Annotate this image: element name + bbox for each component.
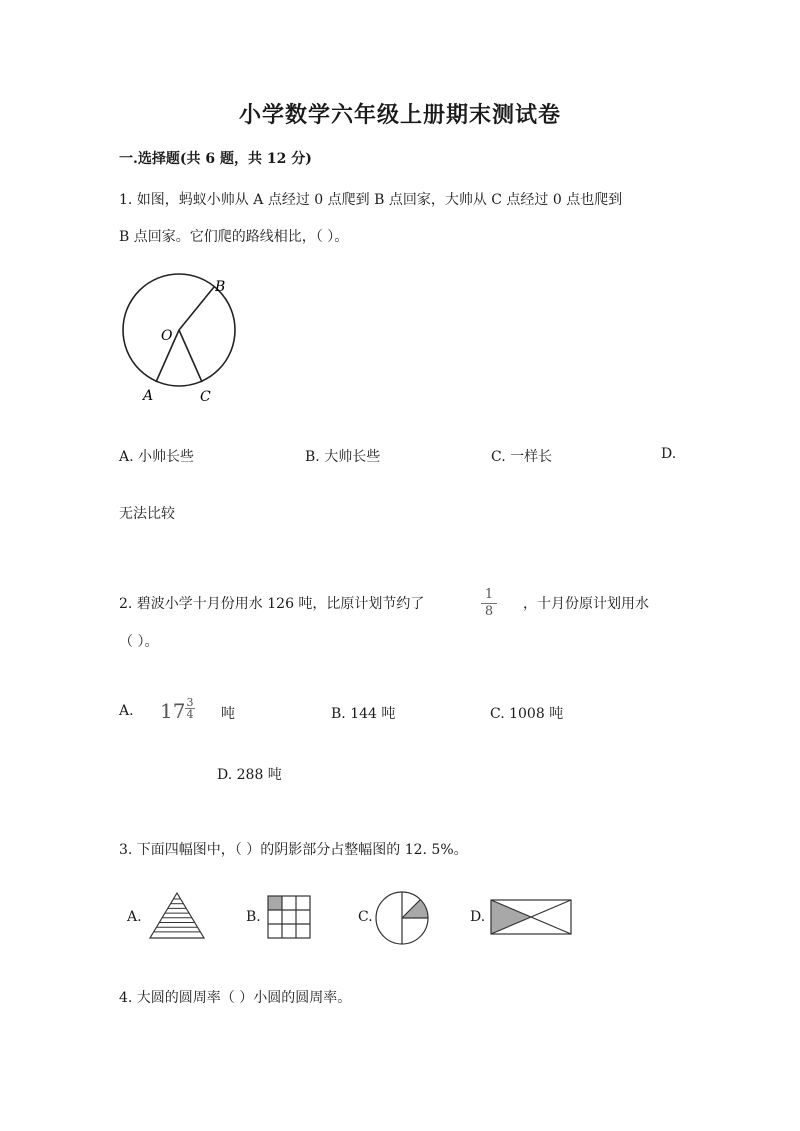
q1-option-c[interactable]: C. 一样长 bbox=[491, 449, 553, 465]
mixed-fraction bbox=[185, 697, 195, 720]
label-b: B bbox=[215, 279, 226, 295]
mixed-numerator: 3 bbox=[186, 696, 194, 709]
pie-shaded-sector bbox=[402, 900, 428, 918]
q3-option-b-label[interactable]: B. bbox=[246, 909, 261, 925]
question-2-line-2: （ ）。 bbox=[119, 634, 159, 650]
label-o: O bbox=[161, 328, 173, 344]
q1-option-d-text: 无法比较 bbox=[119, 506, 175, 522]
segment-ob bbox=[179, 287, 214, 330]
section-heading: 一.选择题(共 6 题，共 12 分) bbox=[119, 151, 312, 167]
question-1-line-1: 1. 如图，蚂蚁小帅从 A 点经过 0 点爬到 B 点回家，大帅从 C 点经过 0 点也爬到 bbox=[119, 192, 623, 208]
triangle-stripes bbox=[154, 899, 200, 932]
pie-dividers bbox=[402, 892, 428, 944]
circle-figure bbox=[110, 270, 250, 410]
q2-option-d[interactable]: D. 288 吨 bbox=[217, 767, 282, 783]
question-4-text: 4. 大圆的圆周率（ ）小圆的圆周率。 bbox=[119, 990, 352, 1006]
rectangle-diagonals-figure bbox=[489, 898, 573, 936]
rectangle-shaded-triangle bbox=[491, 900, 531, 934]
question-2-text: 2. 碧波小学十月份用水 126 吨，比原计划节约了 bbox=[119, 596, 425, 612]
label-a: A bbox=[143, 388, 154, 404]
q3-option-a-label[interactable]: A. bbox=[127, 909, 142, 925]
fraction-numerator: 1 bbox=[484, 587, 494, 602]
grid-figure bbox=[266, 894, 312, 940]
q2-option-a-unit: 吨 bbox=[221, 706, 235, 722]
q3-option-d-label[interactable]: D. bbox=[470, 909, 486, 925]
q1-option-a[interactable]: A. 小帅长些 bbox=[119, 449, 195, 465]
page-title: 小学数学六年级上册期末测试卷 bbox=[238, 102, 561, 128]
q1-option-d[interactable]: D. bbox=[661, 446, 677, 462]
q3-option-c-label[interactable]: C. bbox=[358, 909, 373, 925]
mixed-number bbox=[160, 696, 200, 731]
question-3-text: 3. 下面四幅图中，（ ）的阴影部分占整幅图的 12. 5%。 bbox=[119, 842, 468, 858]
mixed-whole: 17 bbox=[160, 699, 186, 723]
question-2-text-after: ，十月份原计划用水 bbox=[523, 596, 649, 612]
fraction-denominator: 8 bbox=[484, 604, 494, 619]
pie-figure bbox=[374, 890, 430, 946]
q2-option-c[interactable]: C. 1008 吨 bbox=[490, 706, 564, 722]
mixed-denominator: 4 bbox=[186, 708, 194, 721]
triangle-outline bbox=[150, 893, 204, 938]
fraction-one-eighth bbox=[481, 588, 497, 619]
segment-oc bbox=[179, 330, 202, 382]
label-c: C bbox=[200, 389, 211, 405]
question-1-line-2: B 点回家。它们爬的路线相比，（ ）。 bbox=[119, 229, 349, 245]
q2-option-a-label[interactable]: A. bbox=[119, 703, 134, 719]
q1-option-b[interactable]: B. 大帅长些 bbox=[305, 449, 381, 465]
q2-option-b[interactable]: B. 144 吨 bbox=[331, 706, 396, 722]
striped-triangle-figure bbox=[146, 889, 208, 941]
grid-shaded-cell bbox=[268, 896, 282, 910]
